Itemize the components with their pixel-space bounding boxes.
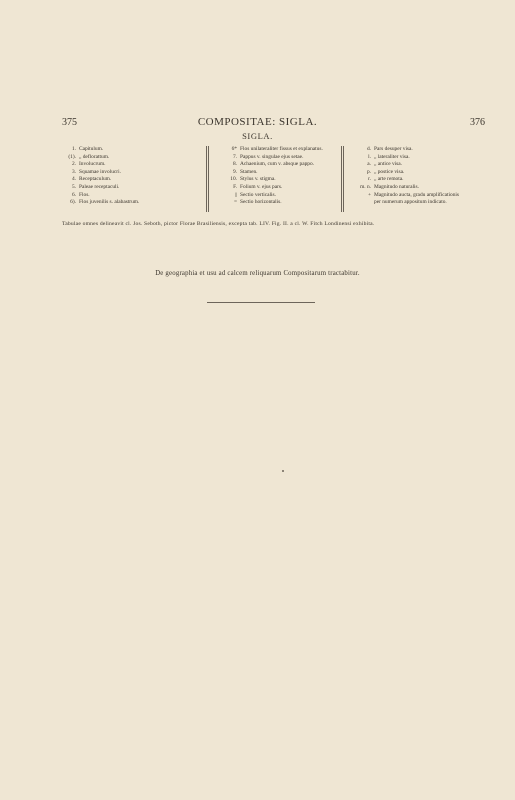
sigla-entry [60, 199, 139, 207]
sigla-entry [225, 154, 323, 162]
sigla-entry [225, 192, 323, 200]
sigla-entry [225, 161, 323, 169]
page-number-right: 376 [470, 117, 485, 128]
sigla-entry [225, 176, 323, 184]
sigla-entry [60, 154, 139, 162]
sigla-text: Magnitudo aucta, gradu amplificationis [374, 191, 460, 198]
sigla-text: Magnitudo naturalis. [374, 183, 419, 190]
sigla-text: Squamae involucri. [79, 168, 121, 175]
sigla-text: „ antice visa. [374, 161, 402, 168]
sigla-entry [357, 146, 459, 154]
sigla-key [357, 199, 374, 207]
sigla-entry [60, 146, 139, 154]
sigla-column-3 [357, 146, 459, 207]
sigla-key: 8. [232, 161, 237, 168]
sigla-text: Flos juvenilis s. alabastrum. [79, 199, 140, 206]
sigla-entry [60, 169, 139, 177]
stray-mark [282, 470, 284, 472]
column-divider [341, 146, 342, 212]
sigla-entry [357, 184, 459, 192]
sigla-key: d. [366, 146, 371, 152]
sigla-entry [225, 184, 323, 192]
sigla-key: 6. [71, 191, 76, 198]
sigla-entry [357, 161, 459, 169]
sigla-key: 2. [71, 161, 76, 168]
sigla-text: Pappus v. singulae ejus setae. [240, 153, 304, 160]
closing-statement: De geographia et usu ad calcem reliquarum Compositarum tractabitur. [155, 270, 360, 277]
sigla-entry [357, 199, 459, 207]
sigla-text: Flos unilateraliter fissus et explanatus. [240, 146, 323, 152]
column-divider [206, 146, 207, 212]
sigla-key: m. n. [360, 183, 371, 190]
sigla-text: Capitulum. [79, 146, 104, 152]
sigla-entry [357, 154, 459, 162]
sigla-entry [357, 176, 459, 184]
illustration-credit-note: Tabulae omnes delineavit cl. Jos. Seboth, pictor Florae Brasiliensis, excepta tab. LIV. Fig. II. a cl. W. Fitch Londinensi exhibita. [62, 221, 375, 227]
sigla-key: 1. [71, 146, 76, 152]
sigla-key: (1). [68, 153, 76, 160]
sigla-text: Receptaculum. [79, 176, 112, 183]
sigla-key: 9. [232, 168, 237, 175]
sigla-text: Stamen. [240, 168, 258, 175]
sigla-key: + [367, 191, 371, 198]
sigla-text: „ deflorattum. [79, 153, 110, 160]
sigla-column-1 [60, 146, 139, 207]
sigla-key: a. [367, 161, 371, 168]
sigla-entry [225, 199, 323, 207]
sigla-text: Involucrum. [79, 161, 106, 168]
sigla-text: Stylus v. stigma. [240, 176, 276, 183]
sigla-text: per numerum appositum indicato. [374, 199, 447, 206]
sigla-key: 3. [71, 168, 76, 175]
sigla-key: 10. [230, 176, 237, 183]
sigla-key: 7. [232, 153, 237, 160]
sigla-entry [60, 161, 139, 169]
sigla-key: || [234, 191, 237, 198]
sigla-key: 4. [71, 176, 76, 183]
page-number-left: 375 [62, 117, 77, 128]
running-title: COMPOSITAE: SIGLA. [197, 116, 318, 128]
sigla-key: 6* [231, 146, 237, 152]
sigla-text: Paleae receptaculi. [79, 183, 120, 190]
sigla-column-2 [225, 146, 323, 207]
sigla-key: 5. [71, 183, 76, 190]
sigla-columns [55, 146, 480, 216]
section-heading: SIGLA. [242, 131, 273, 141]
sigla-text: Achaenium, cum v. absque pappo. [240, 161, 315, 168]
sigla-key: p. [366, 168, 371, 175]
sigla-text: „ arte remota. [374, 176, 404, 183]
sigla-entry [225, 169, 323, 177]
sigla-key: 6). [70, 199, 76, 206]
sigla-text: „ lateraliter visa. [374, 153, 410, 160]
sigla-key: r. [368, 176, 371, 183]
sigla-entry [60, 176, 139, 184]
sigla-key: = [233, 199, 237, 206]
sigla-key: l. [368, 153, 371, 160]
sigla-entry [60, 184, 139, 192]
sigla-text: Sectio horizontalis. [240, 199, 282, 206]
sigla-text: Sectio verticalis. [240, 191, 276, 198]
horizontal-divider [207, 302, 315, 303]
sigla-entry [225, 146, 323, 154]
sigla-text: Folium v. ejus pars. [240, 183, 283, 190]
sigla-entry [357, 192, 459, 200]
sigla-entry [357, 169, 459, 177]
sigla-key: F. [233, 183, 237, 190]
sigla-text: Pars desuper visa. [374, 146, 413, 152]
sigla-text: „ postice visa. [374, 168, 405, 175]
sigla-text: Flos. [79, 191, 90, 198]
